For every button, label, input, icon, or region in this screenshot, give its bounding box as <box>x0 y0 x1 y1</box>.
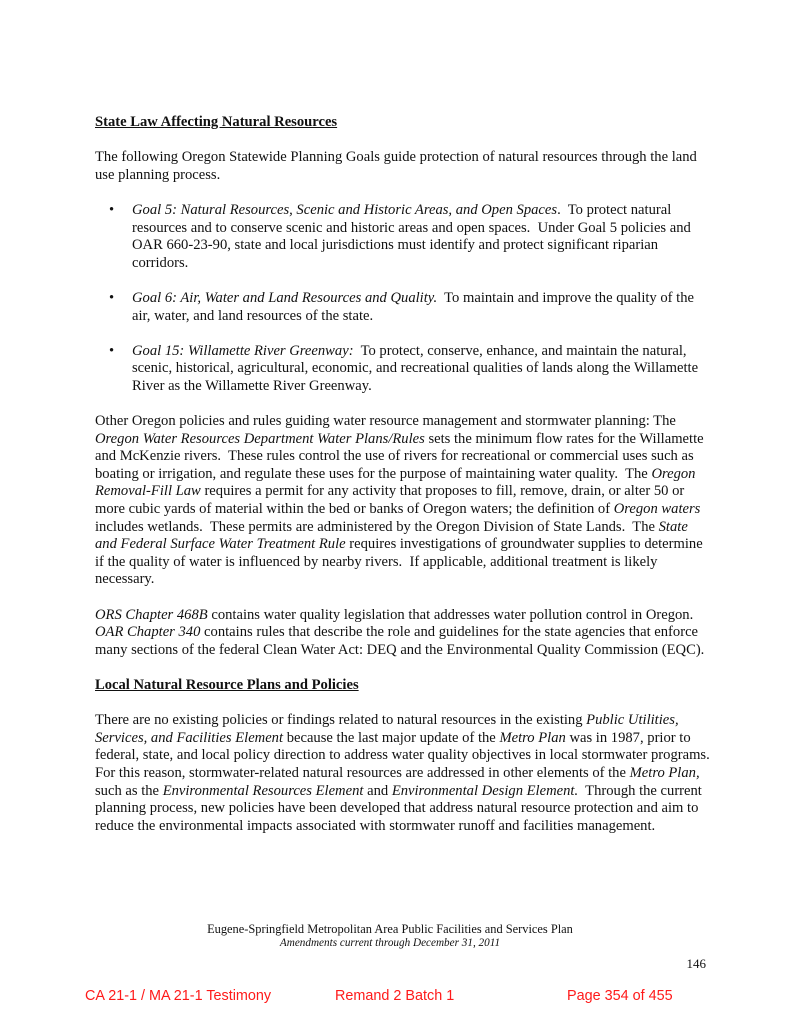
goal-title: Goal 5: Natural Resources, Scenic and Historic Areas, and Open Spaces <box>132 201 558 218</box>
ors-chapter-paragraph: ORS Chapter 468B contains water quality legislation that addresses water pollution control in Oregon. OAR Chapter 340 contains rules that describe the role and guidelines for the state agencies that enforce many sections of the federal Clean Water Act: DEQ and the Environmental Quality Commission (EQC). <box>95 606 705 658</box>
local-policies-paragraph: There are no existing policies or findings related to natural resources in the existing Public Utilities, Services, and Facilities Element because the last major update of the Metro Plan was in 1987, prior to federal, state, and local policy direction to address water quality objectives in local stormwater programs. For this reason, stormwater-related natural resources are addressed in other elements of the Metro Plan, such as the Environmental Resources Element and Environmental Design Element. Through the current planning process, new policies have been developed that address natural resource protection and aim to reduce the environmental impacts associated with stormwater runoff and facilities management. <box>95 712 718 834</box>
goal-text: To protect, conserve, enhance, and maintain the natural, scenic, historical, agricultural, economic, and recreational qualities of lands along the Willamette River as the Willamette River Greenway. <box>132 342 702 394</box>
bullet-icon: • <box>109 342 115 359</box>
document-footer <box>0 922 780 950</box>
goal-title: Goal 6: Air, Water and Land Resources and Quality. <box>132 289 438 306</box>
list-item-goal-15 <box>95 343 710 396</box>
document-body <box>95 114 718 835</box>
list-item-goal-5: • Goal 5: Natural Resources, Scenic and Historic Areas, and Open Spaces. To protect natural resources and to conserve scenic and historic areas and open spaces. Under Goal 5 policies and OAR 660-23-90, state and local jurisdictions must identify and protect significant riparian corridors. <box>109 201 695 271</box>
page-number: 146 <box>686 956 706 971</box>
intro-paragraph: The following Oregon Statewide Planning Goals guide protection of natural resources through the land use planning process. <box>95 149 697 183</box>
goal-text: To maintain and improve the quality of the air, water, and land resources of the state. <box>132 289 698 324</box>
section-heading-state-law: State Law Affecting Natural Resources <box>95 114 338 130</box>
section-heading-local-plans: Local Natural Resource Plans and Policies <box>95 677 359 693</box>
batch-stamp: Remand 2 Batch 1 <box>335 988 455 1004</box>
planning-goals-list <box>95 202 710 396</box>
footer-subtitle: Amendments current through December 31, 2011 <box>279 937 501 949</box>
goal-title: Goal 15: Willamette River Greenway: <box>132 342 354 359</box>
bullet-icon: • <box>109 201 115 218</box>
bullet-icon: • <box>109 289 115 306</box>
page-count-stamp: Page 354 of 455 <box>567 988 673 1004</box>
list-item-goal-6 <box>95 290 710 325</box>
testimony-stamp: CA 21-1 / MA 21-1 Testimony <box>85 988 272 1004</box>
water-policies-paragraph: Other Oregon policies and rules guiding water resource management and stormwater planning: The Oregon Water Resources Department Water Plans/Rules sets the minimum flow rates for the Willamette and McKenzie rivers. These rules control the use of rivers for recreational or commercial uses such as boating or irrigation, and regulate these uses for the purpose of maintaining water quality. The Oregon Removal-Fill Law requires a permit for any activity that proposes to fill, remove, drain, or alter 50 or more cubic yards of material within the bed or banks of Oregon waters; the definition of Oregon waters includes wetlands. These permits are administered by the Oregon Division of State Lands. The State and Federal Surface Water Treatment Rule requires investigations of groundwater supplies to determine if the quality of water is influenced by nearby rivers. If applicable, additional treatment is likely necessary. <box>95 413 708 588</box>
goal-text: To protect natural resources and to conserve scenic and historic areas and open spaces. Under Goal 5 policies and OAR 660-23-90, state and local jurisdictions must identify and protect significant riparian corridors. <box>132 201 695 271</box>
footer-title: Eugene-Springfield Metropolitan Area Public Facilities and Services Plan <box>207 922 573 936</box>
